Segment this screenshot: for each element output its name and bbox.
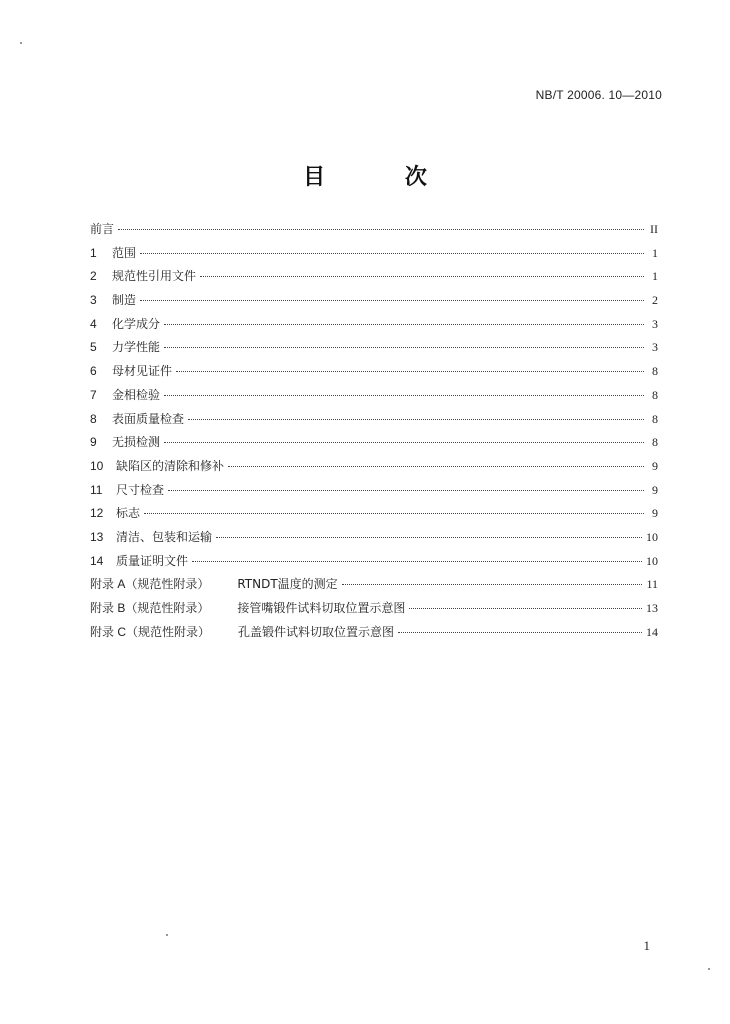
toc-appendix-number: 附录 A（规范性附录） xyxy=(90,577,210,592)
toc-entry-label: 清洁、包装和运输 xyxy=(116,529,213,544)
toc-entry[interactable] xyxy=(90,530,658,554)
toc-entry[interactable] xyxy=(90,293,658,317)
toc-entry-page: 9 xyxy=(652,482,658,497)
toc-appendix-label: RTNDT温度的测定 xyxy=(237,577,338,592)
toc-entry-label: 化学成分 xyxy=(112,316,161,331)
toc-entry-label: 无损检测 xyxy=(112,435,161,450)
toc-entry-page: 1 xyxy=(652,269,658,284)
toc-entry-number: 3 xyxy=(90,293,97,308)
toc-entry-number: 7 xyxy=(90,387,97,402)
toc-entry-label: 制造 xyxy=(112,293,137,308)
toc-dot-leader xyxy=(228,466,644,467)
toc-entry-number: 1 xyxy=(90,245,97,260)
toc-entry-page: 8 xyxy=(652,411,658,426)
toc-entry-number: 14 xyxy=(90,553,104,568)
toc-entry-label: 范围 xyxy=(112,245,137,260)
toc-dot-leader xyxy=(176,371,644,372)
scan-speck xyxy=(708,968,710,970)
standard-number: NB/T 20006. 10—2010 xyxy=(535,88,662,102)
toc-entry-page: 3 xyxy=(652,340,658,355)
toc-entry-number: 5 xyxy=(90,340,97,355)
toc-dot-leader xyxy=(200,276,644,277)
toc-dot-leader xyxy=(188,419,644,420)
toc-dot-leader xyxy=(164,395,644,396)
toc-appendix-page: 14 xyxy=(646,624,658,639)
toc-entry-number: 10 xyxy=(90,458,104,473)
toc-appendix-number: 附录 B（规范性附录） xyxy=(90,601,210,615)
toc-entry-number: 4 xyxy=(90,316,97,331)
toc-dot-leader xyxy=(144,513,644,514)
toc-entry[interactable] xyxy=(90,554,658,578)
toc-dot-leader xyxy=(140,253,644,254)
toc-entry-page: 8 xyxy=(652,435,658,450)
toc-dot-leader xyxy=(342,584,643,585)
toc-entry[interactable] xyxy=(90,483,658,507)
toc-entry-page: 10 xyxy=(646,553,658,568)
toc-entry[interactable] xyxy=(90,269,658,293)
toc-entry-page: 3 xyxy=(652,316,658,331)
toc-entry-label: 规范性引用文件 xyxy=(112,269,197,284)
toc-entry[interactable] xyxy=(90,506,658,530)
toc-entry-label: 质量证明文件 xyxy=(116,553,189,568)
toc-dot-leader xyxy=(192,561,642,562)
toc-dot-leader xyxy=(398,632,642,633)
toc-entry-page: 9 xyxy=(652,506,658,521)
toc-appendix-label: 孔盖锻件试料切取位置示意图 xyxy=(238,624,395,639)
toc-entry-label: 尺寸检查 xyxy=(116,482,165,497)
toc-entry-number: 6 xyxy=(90,364,97,379)
toc-appendix-entry[interactable] xyxy=(90,577,658,601)
toc-entry[interactable] xyxy=(90,388,658,412)
toc-appendix-page: 11 xyxy=(646,577,658,592)
toc-entry[interactable] xyxy=(90,412,658,436)
toc-entry-number: 8 xyxy=(90,411,97,426)
toc-appendix-entry[interactable] xyxy=(90,601,658,625)
toc-dot-leader xyxy=(168,490,644,491)
toc-entry-number: 13 xyxy=(90,529,104,544)
toc-entry[interactable] xyxy=(90,435,658,459)
toc-appendix-entry[interactable] xyxy=(90,625,658,649)
toc-entry[interactable] xyxy=(90,340,658,364)
toc-entry-label: 力学性能 xyxy=(112,340,161,355)
toc-entry-number: 12 xyxy=(90,506,104,521)
toc-entry[interactable] xyxy=(90,459,658,483)
toc-dot-leader xyxy=(164,347,644,348)
toc-entry-label: 标志 xyxy=(116,506,141,521)
toc-entry[interactable] xyxy=(90,364,658,388)
scan-speck xyxy=(166,934,168,936)
toc-dot-leader xyxy=(216,537,642,538)
toc-dot-leader xyxy=(409,608,642,609)
toc-entry-number: 9 xyxy=(90,435,97,450)
scan-speck xyxy=(20,42,22,44)
toc-appendix-number: 附录 C（规范性附录） xyxy=(90,624,211,639)
toc-dot-leader xyxy=(164,442,644,443)
toc-entry-label: 前言 xyxy=(90,222,115,236)
toc-entry-page: 2 xyxy=(652,293,658,308)
toc-appendix-page: 13 xyxy=(646,601,658,615)
toc-entry-page: 8 xyxy=(652,387,658,402)
toc-dot-leader xyxy=(140,300,644,301)
toc-entry-page: 8 xyxy=(652,364,658,379)
toc-entry[interactable] xyxy=(90,222,658,246)
toc-entry-page: II xyxy=(650,222,658,236)
toc-entry-label: 母材见证件 xyxy=(112,364,173,379)
toc-entry-label: 表面质量检查 xyxy=(112,411,185,426)
toc-entry-label: 金相检验 xyxy=(112,387,161,402)
toc-dot-leader xyxy=(118,229,644,230)
page-number: 1 xyxy=(643,938,650,953)
toc-dot-leader xyxy=(164,324,644,325)
toc-entry[interactable] xyxy=(90,317,658,341)
toc-entry-label: 缺陷区的清除和修补 xyxy=(116,458,225,473)
toc-entry-page: 10 xyxy=(646,529,658,544)
table-of-contents xyxy=(90,222,658,648)
toc-entry-page: 9 xyxy=(652,458,658,473)
toc-title: 目 次 xyxy=(303,165,463,190)
toc-entry-page: 1 xyxy=(652,245,658,260)
toc-appendix-label: 接管嘴锻件试料切取位置示意图 xyxy=(237,601,406,615)
toc-entry[interactable] xyxy=(90,246,658,270)
toc-entry-number: 11 xyxy=(90,482,103,497)
toc-entry-number: 2 xyxy=(90,269,97,284)
